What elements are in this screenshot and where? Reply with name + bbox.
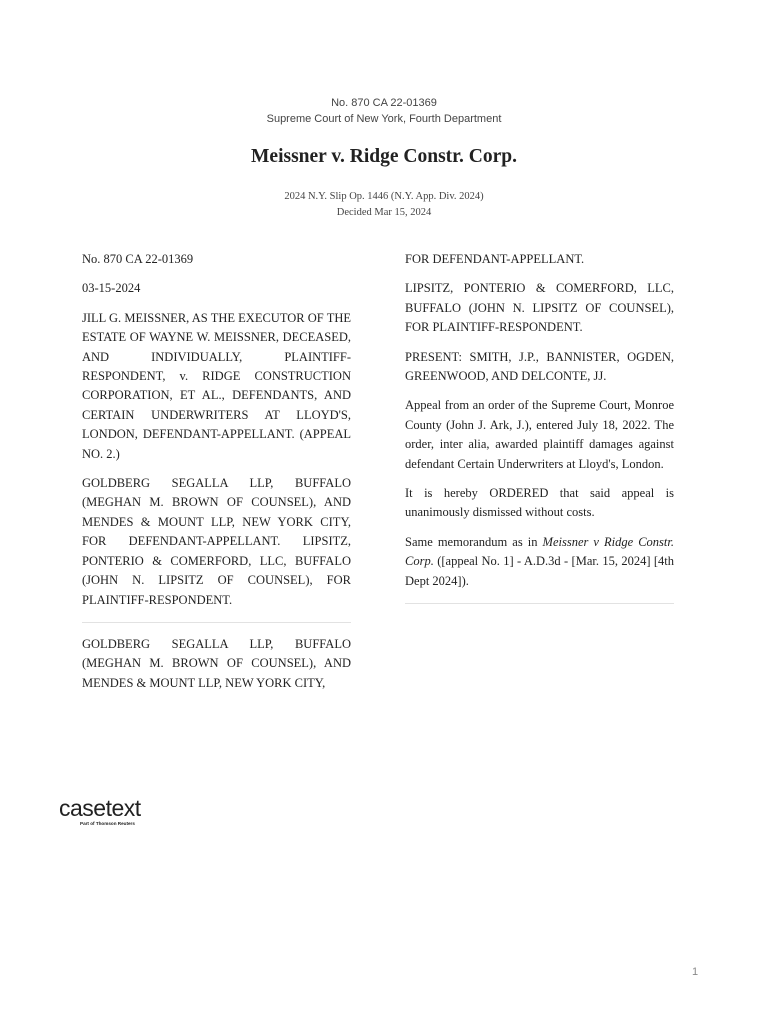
case-caption: JILL G. MEISSNER, AS THE EXECUTOR OF THE ESTATE OF WAYNE W. MEISSNER, DECEASED, AND INDIVIDUALLY, PLAINTIFF-RESPONDENT, v. RIDGE CONSTRUCTION CORPORATION, ET AL., DEFENDANTS, AND CERTAIN UNDERWRITERS AT LLOYD'S, LONDON, DEFENDANT-APPELLANT. (APPEAL NO. 2.) [82,310,351,461]
section-divider [405,603,674,604]
citation: 2024 N.Y. Slip Op. 1446 (N.Y. App. Div. 2024) [284,191,484,202]
logo-tagline: Part of Thomson Reuters [80,821,135,826]
panel-present: PRESENT: SMITH, J.P., BANNISTER, OGDEN, GREENWOOD, AND DELCONTE, JJ. [405,349,674,384]
memo-prefix: Same memorandum as in [405,534,543,549]
appeal-paragraph: Appeal from an order of the Supreme Court, Monroe County (John J. Ark, J.), entered July 18, 2022. The order, inter alia, awarded plaintiff damages against defendant Certain Underwriters at Lloyd's, London. [405,398,674,471]
respondent-counsel: LIPSITZ, PONTERIO & COMERFORD, LLC, BUFFALO (JOHN N. LIPSITZ OF COUNSEL), FOR PLAINTIFF-RESPONDENT. [405,281,674,335]
case-title: Meissner v. Ridge Constr. Corp. [251,146,517,167]
body-date: 03-15-2024 [82,281,141,296]
section-divider [82,622,351,623]
page-number: 1 [692,966,699,978]
left-column [82,250,351,703]
docket-number: No. 870 CA 22-01369 [331,97,437,109]
decided-date: Decided Mar 15, 2024 [336,207,432,218]
court-name: Supreme Court of New York, Fourth Department [266,113,502,125]
counsel-block-repeat: GOLDBERG SEGALLA LLP, BUFFALO (MEGHAN M. BROWN OF COUNSEL), AND MENDES & MOUNT LLP, NEW YORK CITY, [82,636,351,690]
counsel-block: GOLDBERG SEGALLA LLP, BUFFALO (MEGHAN M. BROWN OF COUNSEL), AND MENDES & MOUNT LLP, NEW YORK CITY, FOR DEFENDANT-APPELLANT. LIPSITZ, PONTERIO & COMERFORD, LLC, BUFFALO (JOHN N. LIPSITZ OF COUNSEL), FOR PLAINTIFF-RESPONDENT. [82,476,351,607]
casetext-logo [59,796,149,828]
ordered-paragraph: It is hereby ORDERED that said appeal is unanimously dismissed without costs. [405,486,674,520]
body-docket: No. 870 CA 22-01369 [82,252,194,266]
logo-wordmark: casetext [59,795,141,821]
counsel-continued: FOR DEFENDANT-APPELLANT. [405,252,585,266]
memo-suffix: ([appeal No. 1] - A.D.3d - [Mar. 15, 2024] [4th Dept 2024]). [405,554,674,588]
memorandum-paragraph [405,533,674,591]
right-column [405,250,674,616]
memo-case-link[interactable]: Meissner v Ridge Constr. Corp. [405,534,674,569]
